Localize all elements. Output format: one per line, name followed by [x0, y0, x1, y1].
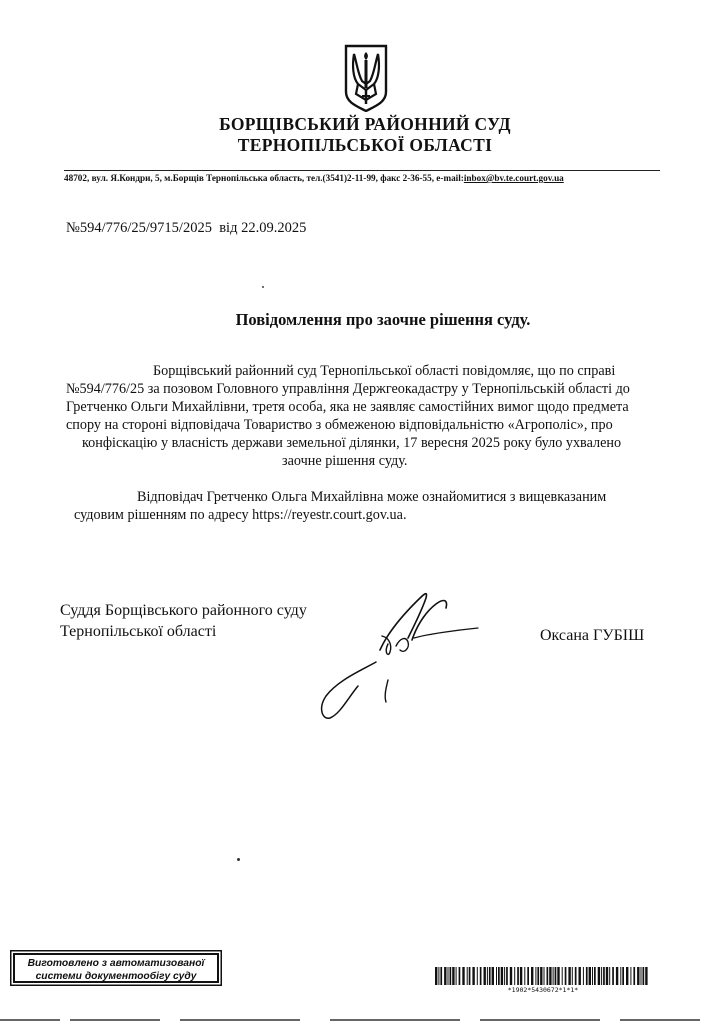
barcode-bar	[586, 967, 588, 985]
paragraph-line: заочне рішення суду.	[282, 453, 408, 469]
paragraph-line: Гретченко Ольги Михайлівни, третя особа, яка не заявляє самостійних вимог щодо предмета	[66, 399, 629, 415]
coat-of-arms-icon	[343, 44, 389, 112]
barcode-bar	[579, 967, 581, 985]
court-region: ТЕРНОПІЛЬСЬКОЇ ОБЛАСТІ	[237, 135, 493, 155]
scan-speck	[262, 286, 264, 288]
court-name: БОРЩІВСЬКИЙ РАЙОННИЙ СУД	[219, 114, 511, 134]
barcode-bar	[637, 967, 639, 985]
notice-paragraph	[66, 362, 662, 470]
barcode-bar	[544, 967, 545, 985]
barcode-bar	[606, 967, 608, 985]
barcode-bar	[467, 967, 468, 985]
date-label: від	[219, 220, 238, 236]
barcode-bar	[645, 967, 647, 985]
barcode-bar	[448, 967, 449, 985]
scan-speck	[237, 858, 240, 861]
barcode-bar	[557, 967, 559, 985]
barcode-bar	[480, 967, 482, 985]
paragraph-line: судовим рішенням по адресу https://reyestr.court.gov.ua.	[74, 507, 407, 523]
handwritten-signature	[318, 580, 488, 730]
barcode-bar	[510, 967, 512, 985]
barcode-bar	[472, 967, 474, 985]
judge-title	[60, 600, 307, 642]
barcode-bar	[549, 967, 551, 985]
barcode-bar	[565, 967, 567, 985]
paragraph-line: конфіскацію у власність держави земельної ділянки, 17 вересня 2025 року було ухвалено	[82, 435, 622, 451]
barcode-bar	[626, 967, 628, 985]
judge-title-line: Тернопільської області	[60, 623, 217, 640]
barcode-bar	[598, 967, 600, 985]
barcode-bar	[435, 967, 437, 985]
barcode-bar	[450, 967, 452, 985]
barcode-bar	[469, 967, 471, 985]
barcode-bar	[527, 967, 529, 985]
barcode-bar	[601, 967, 602, 985]
barcode-bar	[520, 967, 522, 985]
barcode-bar	[568, 967, 570, 985]
barcode-bar	[616, 967, 618, 985]
barcode-bar	[440, 967, 442, 985]
barcode-bar	[540, 967, 542, 985]
barcode-bar	[535, 967, 536, 985]
barcode-number: *1902*5430672*1*1*	[507, 986, 579, 994]
header-divider	[64, 170, 660, 171]
barcode-bar	[452, 967, 454, 985]
barcode-bar	[592, 967, 593, 985]
barcode-bar	[583, 967, 584, 985]
barcode-bar	[609, 967, 610, 985]
barcode-bar	[484, 967, 486, 985]
barcode-bar	[487, 967, 488, 985]
barcode-bar	[589, 967, 591, 985]
barcode-bar	[459, 967, 461, 985]
barcode-bar	[620, 967, 621, 985]
barcode-bar	[594, 967, 596, 985]
reference-line	[66, 220, 306, 237]
page-bottom-edge	[0, 1019, 724, 1021]
reference-date: 22.09.2025	[241, 220, 307, 236]
barcode-bar	[537, 967, 539, 985]
barcode	[435, 967, 651, 985]
judge-name: Оксана ГУБІШ	[540, 627, 645, 644]
barcode-bar	[517, 967, 519, 985]
barcode-bar	[496, 967, 497, 985]
address-text: 48702, вул. Я.Кондри, 5, м.Борщів Тернопільська область, тел.(3541)2-11-99, факс 2-36-55, e-mail:	[64, 173, 464, 183]
barcode-bar	[462, 967, 464, 985]
barcode-bar	[622, 967, 624, 985]
barcode-bar	[643, 967, 645, 985]
barcode-bar	[456, 967, 457, 985]
barcode-bar	[612, 967, 614, 985]
paragraph-line: Борщівський районний суд Тернопільської області повідомляє, що по справі	[153, 363, 616, 379]
judge-title-line: Суддя Борщівського районного суду	[60, 602, 307, 619]
court-address	[64, 173, 564, 183]
paragraph-line: №594/776/25 за позовом Головного управління Держгеокадастру у Тернопільській області до	[66, 381, 630, 397]
barcode-bar	[562, 967, 563, 985]
barcode-bar	[531, 967, 533, 985]
paragraph-line: Відповідач Гретченко Ольга Михайлівна може ознайомитися з вищевказаним	[137, 489, 607, 505]
barcode-bar	[444, 967, 446, 985]
barcode-bar	[641, 967, 642, 985]
barcode-bar	[489, 967, 491, 985]
barcode-bar	[506, 967, 508, 985]
paragraph-line: спору на стороні відповідача Товариство з обмеженою відповідальністю «Агрополіс», про	[66, 417, 613, 433]
barcode-bar	[553, 967, 554, 985]
document-title: Повідомлення про заочне рішення суду.	[235, 310, 531, 329]
barcode-bar	[555, 967, 557, 985]
barcode-bar	[547, 967, 549, 985]
stamp-line: системи документообігу суду	[35, 971, 197, 982]
stamp-line: Виготовлено з автоматизованої	[27, 958, 205, 969]
barcode-bar	[477, 967, 478, 985]
barcode-bar	[438, 967, 439, 985]
barcode-bar	[504, 967, 505, 985]
barcode-bar	[575, 967, 577, 985]
barcode-bar	[572, 967, 573, 985]
barcode-bar	[630, 967, 631, 985]
automation-stamp	[13, 953, 219, 983]
barcode-bar	[633, 967, 635, 985]
barcode-bar	[603, 967, 605, 985]
barcode-bar	[492, 967, 494, 985]
barcode-bar	[514, 967, 515, 985]
reference-number: №594/776/25/9715/2025	[66, 220, 212, 236]
access-paragraph	[66, 488, 662, 524]
barcode-bar	[501, 967, 503, 985]
barcode-bar	[498, 967, 500, 985]
email-link[interactable]: inbox@bv.te.court.gov.ua	[463, 173, 564, 183]
barcode-bar	[524, 967, 525, 985]
